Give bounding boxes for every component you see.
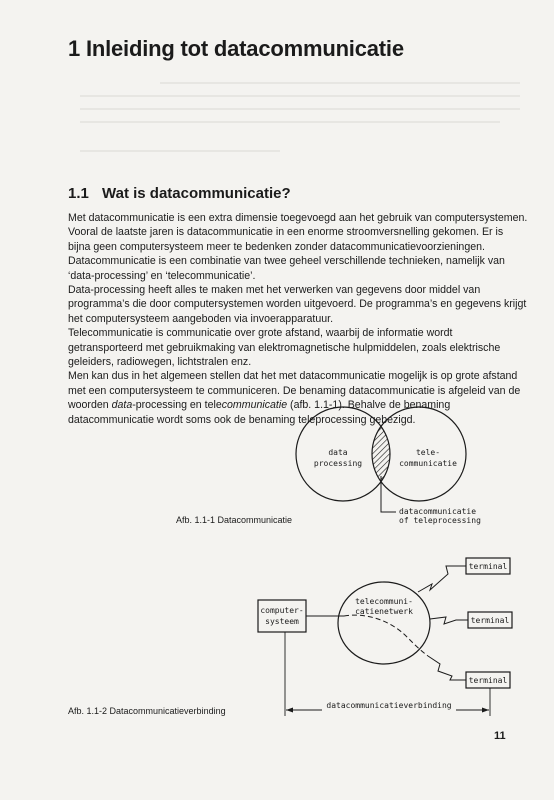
computer-label: systeem <box>265 617 299 626</box>
link-to-terminal <box>418 566 466 592</box>
overlap-label: of teleprocessing <box>399 516 481 525</box>
venn-label: communicatie <box>399 459 457 468</box>
paragraph-text: Men kan dus in het algemeen stellen dat het met datacommunicatie mogelijk is op grote afstand met een computersysteem te communiceren. De benaming datacommunicatie is afgeleid van de woorden <box>68 370 521 412</box>
terminal-label: terminal <box>468 562 508 571</box>
page-number: 11 <box>494 730 506 742</box>
emphasis: communicatie <box>221 399 288 412</box>
link-to-terminal <box>428 656 466 680</box>
paragraph: Telecommunicatie is communicatie over grote afstand, waarbij de informatie wordt getransporteerd met gebruikmaking van elektromagnetische hulpmiddelen, zoals elektrische geleiders, radiowegen, lichtstralen enz. <box>68 327 501 369</box>
venn-diagram <box>176 407 481 525</box>
connection-label: datacommunicatieverbinding <box>326 701 452 710</box>
overlap-label: datacommunicatie <box>399 507 477 516</box>
network-cloud <box>338 582 430 664</box>
network-label: catienetwerk <box>355 607 413 616</box>
chapter-title: 1 Inleiding tot datacommunicatie <box>68 36 404 61</box>
emphasis: data <box>111 399 133 412</box>
figure-caption: Afb. 1.1-2 Datacommunicatieverbinding <box>68 706 226 716</box>
terminal-label: terminal <box>468 676 508 685</box>
paragraph: Met datacommunicatie is een extra dimensie toegevoegd aan het gebruik van computersystemen. Vooral de laatste jaren is datacommunicatie in een enorme stroomversnelling gekomen. Er is bijna geen computersysteem meer te bedenken zonder datacommunicatievoorzieningen. Datacommunicatie is een combinatie van twee geheel verschillende technieken, namelijk van ‘data-processing’ en ‘telecommunicatie’. <box>68 212 528 282</box>
computer-system-box <box>258 600 306 632</box>
venn-label: data <box>328 448 348 457</box>
network-diagram <box>68 558 512 716</box>
computer-label: computer- <box>260 606 304 615</box>
paragraph: Data-processing heeft alles te maken met het verwerken van gegevens door middel van programma’s die door computersystemen worden uitgevoerd. De programma’s en gegevens krijgt het computersysteem aangeboden via invoerapparatuur. <box>68 284 527 325</box>
figure-caption: Afb. 1.1-1 Datacommunicatie <box>176 515 293 525</box>
paragraph-text: (afb. 1.1-1). Behalve de benaming datacommunicatie wordt soms ook de benaming teleprocessing gebezigd. <box>68 399 451 426</box>
section-title: Wat is datacommunicatie? <box>102 185 291 202</box>
network-label: telecommuni- <box>355 597 413 606</box>
venn-label: processing <box>313 459 363 468</box>
link-to-terminal <box>430 617 468 624</box>
arrowhead <box>286 708 293 713</box>
dashed-path <box>344 615 428 656</box>
arrowhead <box>482 708 489 713</box>
venn-label: tele- <box>415 448 441 457</box>
section-number: 1.1 <box>68 185 89 202</box>
terminal-label: terminal <box>470 616 510 625</box>
paragraph-text: -processing en tele <box>132 399 222 412</box>
